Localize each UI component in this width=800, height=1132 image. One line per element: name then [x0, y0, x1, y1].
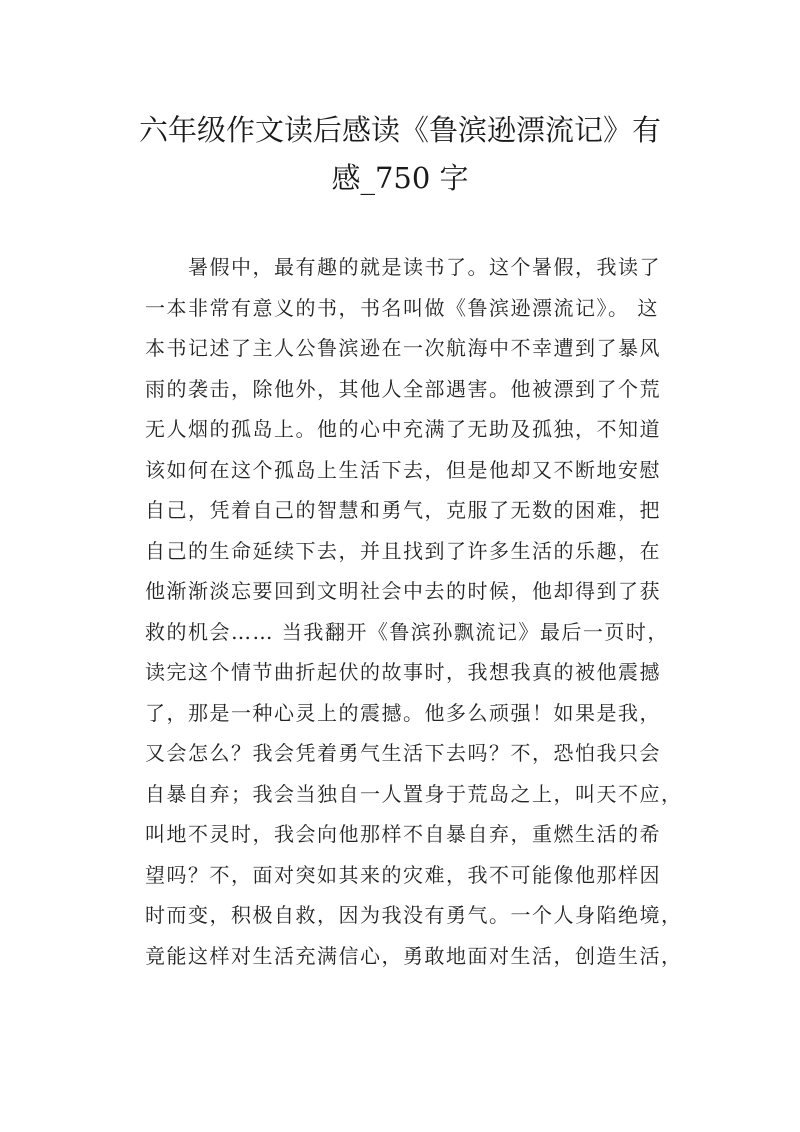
- essay-line: 望吗？不，面对突如其来的灾难，我不可能像他那样因: [145, 862, 661, 887]
- essay-body: [145, 247, 683, 976]
- essay-line: 雨的袭击，除他外，其他人全部遇害。他被漂到了个荒: [145, 376, 661, 401]
- essay-line: 本书记述了主人公鲁滨逊在一次航海中不幸遭到了暴风: [145, 336, 661, 360]
- essay-line: 该如何在这个孤岛上生活下去，但是他却又不断地安慰: [145, 457, 661, 482]
- essay-line: 时而变，积极自救，因为我没有勇气。一个人身陷绝境，: [145, 903, 683, 927]
- essay-line: 自己，凭着自己的智慧和勇气，克服了无数的困难，把: [145, 498, 661, 522]
- document-title: [100, 106, 700, 202]
- essay-line: 又会怎么？我会凭着勇气生活下去吗？不，恐怕我只会: [145, 741, 661, 765]
- essay-line: 自暴自弃；我会当独自一人置身于荒岛之上，叫天不应，: [145, 781, 683, 806]
- essay-line: 救的机会…… 当我翻开《鲁滨孙飘流记》最后一页时，: [145, 619, 669, 644]
- essay-line: 自己的生命延续下去，并且找到了许多生活的乐趣，在: [145, 538, 661, 563]
- title-line-1: 六年级作文读后感读《鲁滨逊漂流记》有: [138, 113, 661, 147]
- essay-line: 暑假中，最有趣的就是读书了。这个暑假，我读了: [145, 255, 661, 279]
- essay-line: 了，那是一种心灵上的震撼。他多么顽强！如果是我，: [145, 700, 661, 725]
- essay-line: 读完这个情节曲折起伏的故事时，我想我真的被他震撼: [145, 660, 661, 684]
- essay-line: 无人烟的孤岛上。他的心中充满了无助及孤独，不知道: [145, 417, 661, 441]
- essay-line: 他渐渐淡忘要回到文明社会中去的时候，他却得到了获: [145, 579, 661, 603]
- title-line-2: 感_750 字: [331, 161, 469, 195]
- essay-line: 竟能这样对生活充满信心，勇敢地面对生活，创造生活，: [145, 943, 683, 968]
- essay-line: 叫地不灵时，我会向他那样不自暴自弃，重燃生活的希: [145, 822, 661, 846]
- essay-line: 一本非常有意义的书，书名叫做《鲁滨逊漂流记》。 这: [145, 295, 659, 320]
